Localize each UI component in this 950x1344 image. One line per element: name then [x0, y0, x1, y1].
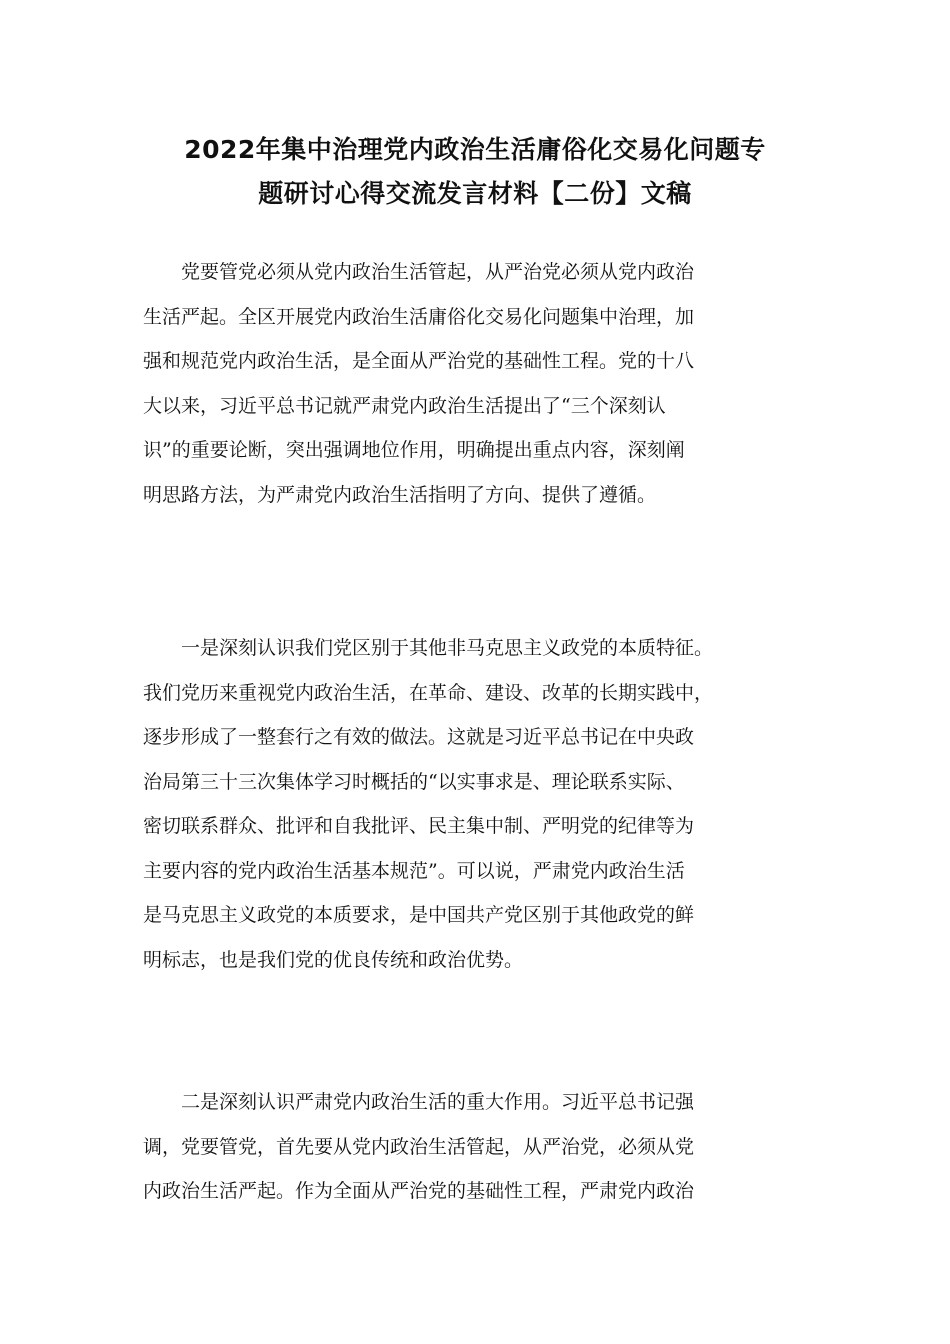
paragraph-point-two: [143, 1080, 823, 1214]
paragraph-line: 二是深刻认识严肃党内政治生活的重大作用。习近平总书记强: [181, 1091, 695, 1113]
paragraph-intro: [143, 250, 823, 517]
paragraph-line: 逐步形成了一整套行之有效的做法。这就是习近平总书记在中央政: [143, 726, 695, 748]
paragraph-line: 我们党历来重视党内政治生活，在革命、建设、改革的长期实践中，: [143, 681, 714, 704]
paragraph-line: 生活严起。全区开展党内政治生活庸俗化交易化问题集中治理，加: [143, 305, 695, 328]
paragraph-line: 强和规范党内政治生活，是全面从严治党的基础性工程。党的十八: [143, 350, 695, 372]
document-title: [120, 128, 830, 216]
paragraph-line: 内政治生活严起。作为全面从严治党的基础性工程，严肃党内政治: [143, 1180, 695, 1202]
paragraph-line: 明思路方法，为严肃党内政治生活指明了方向、提供了遵循。: [143, 483, 657, 506]
paragraph-line: 主要内容的党内政治生活基本规范”。可以说，严肃党内政治生活: [143, 859, 685, 882]
paragraph-point-one: [143, 626, 823, 982]
paragraph-line: 党要管党必须从党内政治生活管起，从严治党必须从党内政治: [181, 261, 695, 283]
paragraph-line: 密切联系群众、批评和自我批评、民主集中制、严明党的纪律等为: [143, 815, 695, 837]
paragraph-line: 大以来，习近平总书记就严肃党内政治生活提出了“三个深刻认: [143, 394, 666, 417]
paragraph-line: 明标志，也是我们党的优良传统和政治优势。: [143, 948, 524, 971]
paragraph-line: 识”的重要论断，突出强调地位作用，明确提出重点内容，深刻阐: [143, 439, 685, 461]
paragraph-line: 调，党要管党，首先要从党内政治生活管起，从严治党，必须从党: [143, 1135, 695, 1158]
paragraph-line: 一是深刻认识我们党区别于其他非马克思主义政党的本质特征。: [181, 637, 714, 659]
paragraph-line: 是马克思主义政党的本质要求，是中国共产党区别于其他政党的鲜: [143, 904, 695, 926]
paragraph-line: 治局第三十三次集体学习时概括的“以实事求是、理论联系实际、: [143, 770, 685, 793]
title-line: 题研讨心得交流发言材料【二份】文稿: [258, 179, 692, 208]
title-line: 2022年集中治理党内政治生活庸俗化交易化问题专: [184, 135, 766, 164]
